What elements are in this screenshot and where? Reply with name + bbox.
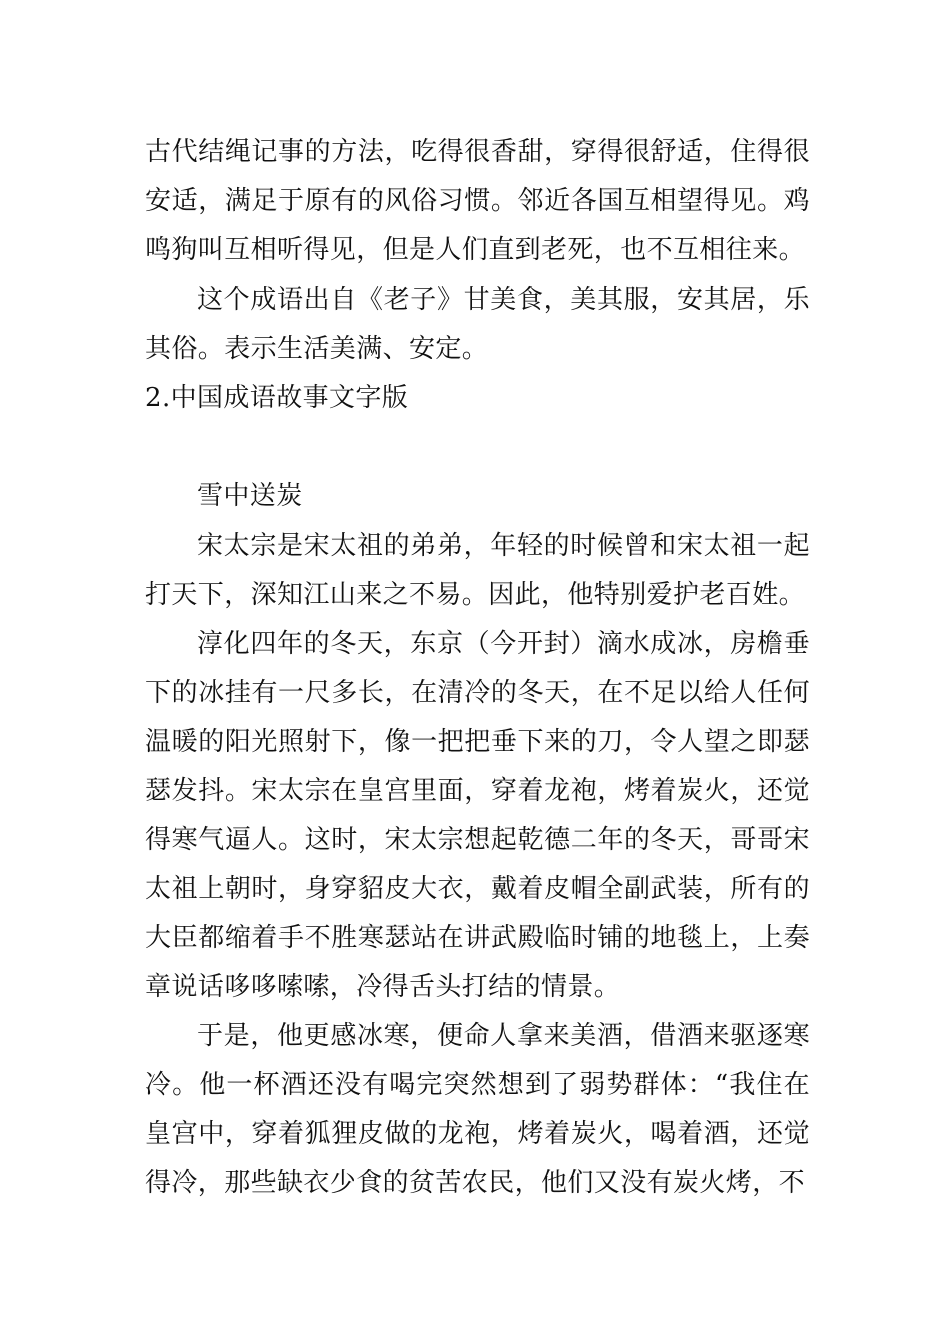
section-heading: 2.中国成语故事文字版	[145, 383, 409, 413]
story-paragraph-3	[145, 1012, 810, 1208]
paragraph-continuation	[145, 128, 810, 275]
paragraph-text: 淳化四年的冬天，东京（今开封）滴水成冰，房檐垂下的冰挂有一尺多长，在清冷的冬天，在不足以给人任何温暖的阳光照射下，像一把把垂下来的刀，令人望之即瑟瑟发抖。宋太宗在皇宫里面，穿着龙袍，烤着炭火，还觉得寒气逼人。这时，宋太宗想起乾德二年的冬天，哥哥宋太祖上朝时，身穿貂皮大衣，戴着皮帽全副武装，所有的大臣都缩着手不胜寒瑟站在讲武殿临时铺的地毯上，上奏章说话哆哆嗦嗦，冷得舌头打结的情景。	[145, 629, 810, 1002]
paragraph-text: 这个成语出自《老子》甘美食，美其服，安其居，乐其俗。表示生活美满、安定。	[145, 285, 810, 364]
story-title-text: 雪中送炭	[197, 481, 303, 511]
story-paragraph-1	[145, 522, 810, 620]
paragraph-text: 宋太宗是宋太祖的弟弟，年轻的时候曾和宋太祖一起打天下，深知江山来之不易。因此，他特别爱护老百姓。	[145, 531, 810, 610]
paragraph-text: 古代结绳记事的方法，吃得很香甜，穿得很舒适，住得很安适，满足于原有的风俗习惯。邻近各国互相望得见。鸡鸣狗叫互相听得见，但是人们直到老死，也不互相往来。	[145, 137, 810, 265]
paragraph-text: 于是，他更感冰寒，便命人拿来美酒，借酒来驱逐寒冷。他一杯酒还没有喝完突然想到了弱势群体：“我住在皇宫中，穿着狐狸皮做的龙袍，烤着炭火，喝着酒，还觉得冷，那些缺衣少食的贫苦农民，他们又没有炭火烤，不	[145, 1021, 810, 1198]
paragraph-idiom-source	[145, 276, 810, 374]
story-title	[145, 472, 810, 521]
story-paragraph-2	[145, 620, 810, 1012]
